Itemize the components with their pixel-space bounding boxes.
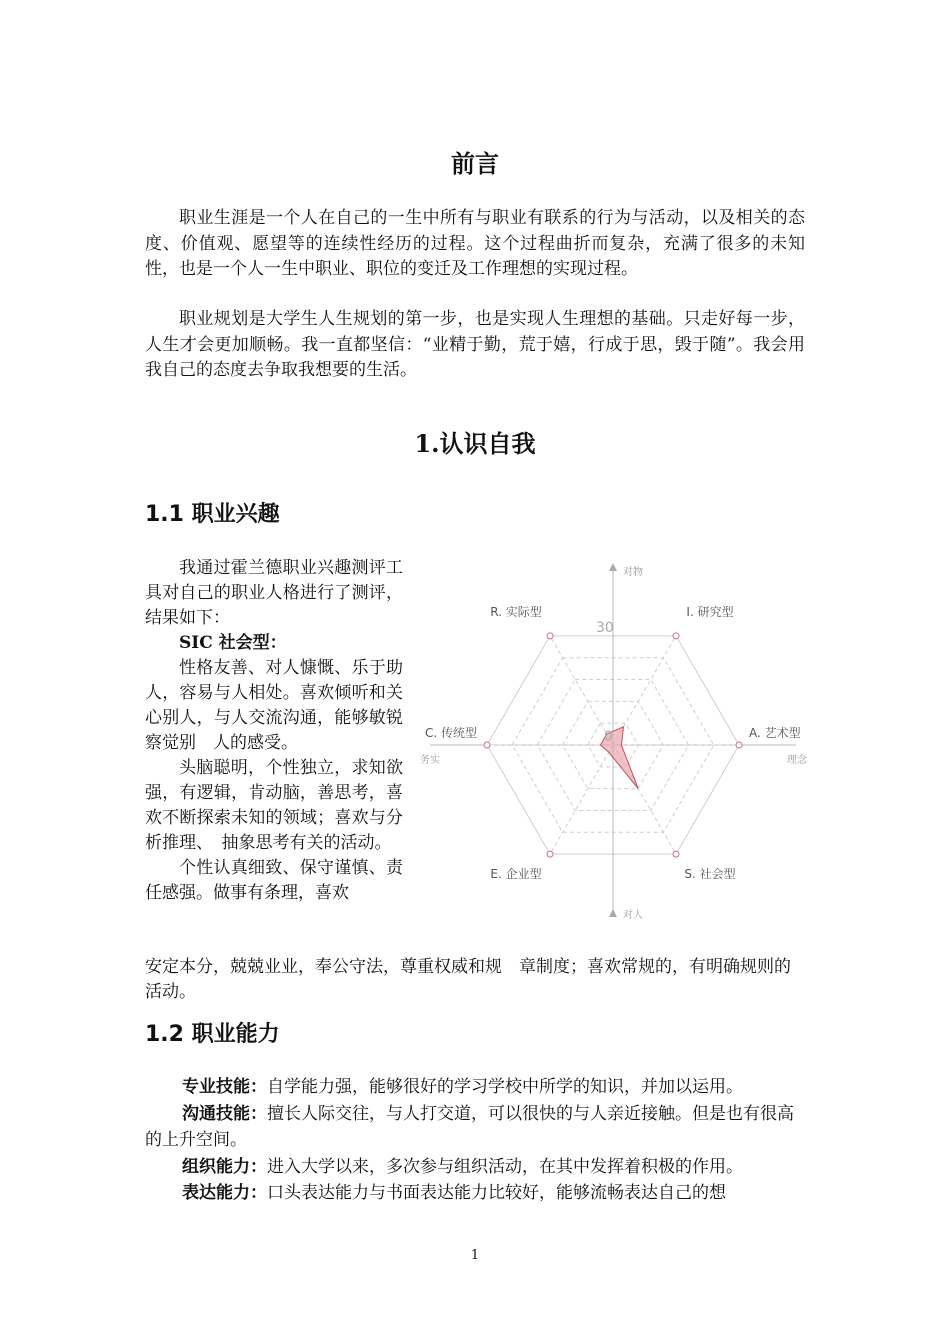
tick-label-zero: 0 — [604, 729, 613, 745]
axis-label-left: 务实 — [420, 755, 440, 766]
vertex-marker — [736, 742, 742, 748]
section-title: 1.认识自我 — [414, 429, 536, 458]
tick-label-max: 30 — [596, 620, 614, 636]
ability-item — [145, 1154, 810, 1181]
conventional-description-end: 安定本分，兢兢业业，奉公守法，尊重权威和规 章制度；喜欢常规的，有明确规则的活动。 — [145, 957, 791, 1002]
preface-paragraph-1: 职业生涯是一个人在自己的一生中所有与职业有联系的行为与活动，以及相关的态度、价值观、愿望等的连续性经历的过程。这个过程曲折而复杂，充满了很多的未知性，也是一个人一生中职业、职位的变迁及工作理想的实现过程。 — [145, 208, 805, 279]
axis-type-label: R. 实际型 — [490, 604, 542, 619]
ability-label: 沟通技能： — [182, 1103, 267, 1124]
social-description: 性格友善、对人慷慨、乐于助人，容易与人相处。喜欢倾听和关心别人，与人交流沟通，能够敏锐察觉别 人的感受。 — [145, 658, 403, 753]
axis-label-bottom: 对人 — [623, 910, 643, 921]
axis-type-label: A. 艺术型 — [749, 726, 801, 740]
ability-label: 组织能力： — [182, 1156, 267, 1177]
vertex-marker — [673, 633, 679, 639]
vertex-marker — [547, 851, 553, 857]
axis-type-label: I. 研究型 — [686, 604, 734, 619]
holland-radar-chart — [410, 555, 820, 925]
interest-text-column — [145, 556, 403, 906]
ability-label: 专业技能： — [182, 1077, 267, 1097]
ability-item — [145, 1101, 810, 1154]
ability-list — [145, 1074, 810, 1207]
vertex-marker — [484, 742, 490, 748]
ability-item — [145, 1074, 810, 1101]
axis-type-label: E. 企业型 — [490, 867, 542, 882]
conventional-description-start: 个性认真细致、保守谨慎、责任感强。做事有条理，喜欢 — [145, 858, 403, 903]
subsection-title-interest: 1.1 职业兴趣 — [145, 502, 280, 527]
ability-text: 擅长人际交往，与人打交道，可以很快的与人亲近接触。但是也有很高的上升空间。 — [145, 1103, 794, 1150]
personality-type-label: SIC 社会型： — [179, 633, 287, 653]
vertex-marker — [673, 851, 679, 857]
axis-type-label: C. 传统型 — [424, 726, 477, 740]
ability-text: 自学能力强，能够很好的学习学校中所学的知识，并加以运用。 — [267, 1077, 743, 1097]
subsection-title-ability: 1.2 职业能力 — [145, 1022, 280, 1047]
interest-intro: 我通过霍兰德职业兴趣测评工具对自己的职业人格进行了测评，结果如下： — [145, 558, 403, 628]
ability-label: 表达能力： — [182, 1183, 267, 1203]
investigative-description: 头脑聪明，个性独立，求知欲强，有逻辑，肯动脑，善思考，喜欢不断探索未知的领域；喜欢与分析推理、 抽象思考有关的活动。 — [145, 758, 403, 853]
ability-item — [145, 1180, 810, 1207]
preface-title: 前言 — [451, 149, 499, 178]
axis-label-top: 对物 — [623, 567, 643, 578]
axis-label-right: 理念 — [787, 755, 807, 766]
vertex-marker — [547, 633, 553, 639]
page-number: 1 — [470, 1248, 480, 1263]
ability-text: 进入大学以来，多次参与组织活动，在其中发挥着积极的作用。 — [267, 1156, 743, 1177]
ability-text: 口头表达能力与书面表达能力比较好，能够流畅表达自己的想 — [267, 1183, 726, 1203]
spoke-line — [550, 745, 613, 854]
axis-type-label: S. 社会型 — [684, 867, 736, 882]
preface-paragraph-2: 职业规划是大学生人生规划的第一步，也是实现人生理想的基础。只走好每一步，人生才会更加顺畅。我一直都坚信：“业精于勤，荒于嬉，行成于思，毁于随”。我会用我自己的态度去争取我想要的生活。 — [145, 309, 805, 380]
